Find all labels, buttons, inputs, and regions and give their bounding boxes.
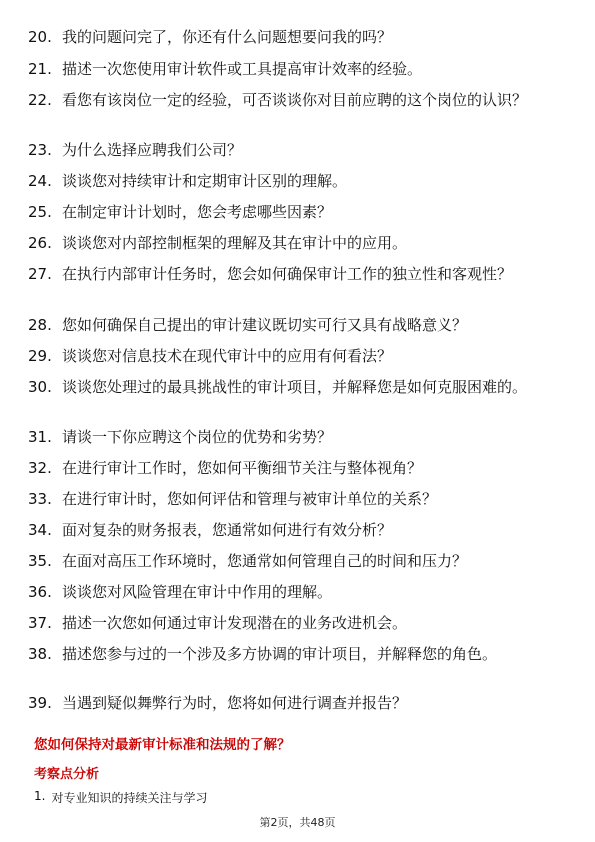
question-number: 22.	[28, 91, 52, 109]
analysis-point	[34, 789, 207, 806]
question-text: 在进行审计时，您如何评估和管理与被审计单位的关系？	[62, 490, 438, 508]
list-item	[28, 28, 573, 48]
question-text: 谈谈您对持续审计和定期审计区别的理解。	[62, 172, 348, 190]
question-text: 请谈一下你应聘这个岗位的优势和劣势？	[62, 428, 333, 446]
list-item	[28, 203, 573, 223]
question-number: 27.	[28, 265, 52, 283]
question-text: 谈谈您对内部控制框架的理解及其在审计中的应用。	[62, 234, 408, 252]
question-text: 当遇到疑似舞弊行为时，您将如何进行调查并报告？	[62, 694, 408, 712]
list-item	[28, 378, 573, 398]
list-item	[28, 490, 573, 510]
list-item	[28, 265, 573, 285]
page-footer: 第2页，共48页	[259, 816, 336, 829]
question-text: 面对复杂的财务报表，您通常如何进行有效分析？	[62, 521, 393, 539]
question-number: 20.	[28, 28, 52, 46]
list-item	[28, 60, 573, 80]
question-number: 26.	[28, 234, 52, 252]
question-text: 谈谈您对信息技术在现代审计中的应用有何看法？	[62, 347, 393, 365]
list-item	[28, 234, 573, 254]
question-text: 描述一次您使用审计软件或工具提高审计效率的经验。	[62, 60, 423, 78]
question-number: 39.	[28, 694, 52, 712]
question-number: 37.	[28, 614, 52, 632]
question-number: 28.	[28, 316, 52, 334]
question-text: 在进行审计工作时，您如何平衡细节关注与整体视角？	[62, 459, 423, 477]
question-text: 为什么选择应聘我们公司？	[62, 141, 243, 159]
question-number: 31.	[28, 428, 52, 446]
question-text: 描述一次您如何通过审计发现潜在的业务改进机会。	[62, 614, 408, 632]
question-number: 29.	[28, 347, 52, 365]
question-text: 您如何确保自己提出的审计建议既切实可行又具有战略意义？	[62, 316, 468, 334]
list-item	[28, 428, 573, 448]
question-text: 在执行内部审计任务时，您会如何确保审计工作的独立性和客观性？	[62, 265, 513, 283]
question-number: 24.	[28, 172, 52, 190]
question-number: 21.	[28, 60, 52, 78]
question-text: 我的问题问完了，你还有什么问题想要问我的吗？	[62, 28, 393, 46]
question-text: 在制定审计计划时，您会考虑哪些因素？	[62, 203, 333, 221]
question-number: 30.	[28, 378, 52, 396]
list-item	[28, 91, 573, 111]
list-item	[28, 316, 573, 336]
question-number: 36.	[28, 583, 52, 601]
question-number: 25.	[28, 203, 52, 221]
question-text: 谈谈您处理过的最具挑战性的审计项目，并解释您是如何克服困难的。	[62, 378, 528, 396]
question-number: 34.	[28, 521, 52, 539]
question-number: 32.	[28, 459, 52, 477]
question-text: 描述您参与过的一个涉及多方协调的审计项目，并解释您的角色。	[62, 645, 498, 663]
list-item	[28, 645, 573, 665]
list-item	[28, 141, 573, 161]
question-text: 谈谈您对风险管理在审计中作用的理解。	[62, 583, 333, 601]
list-item	[28, 521, 573, 541]
list-item	[28, 459, 573, 479]
list-item	[28, 552, 573, 572]
question-number: 23.	[28, 141, 52, 159]
question-text: 看您有该岗位一定的经验，可否谈谈你对目前应聘的这个岗位的认识？	[62, 91, 528, 109]
analysis-point-number: 1.	[34, 789, 46, 803]
question-number: 38.	[28, 645, 52, 663]
analysis-point-text: 对专业知识的持续关注与学习	[51, 791, 208, 805]
question-number: 33.	[28, 490, 52, 508]
list-item	[28, 172, 573, 192]
question-number: 35.	[28, 552, 52, 570]
list-item	[28, 347, 573, 367]
list-item	[28, 614, 573, 634]
highlighted-question: 您如何保持对最新审计标准和法规的了解？	[34, 737, 291, 753]
list-item	[28, 583, 573, 603]
analysis-heading: 考察点分析	[34, 767, 100, 782]
question-text: 在面对高压工作环境时，您通常如何管理自己的时间和压力？	[62, 552, 468, 570]
list-item	[28, 694, 573, 714]
